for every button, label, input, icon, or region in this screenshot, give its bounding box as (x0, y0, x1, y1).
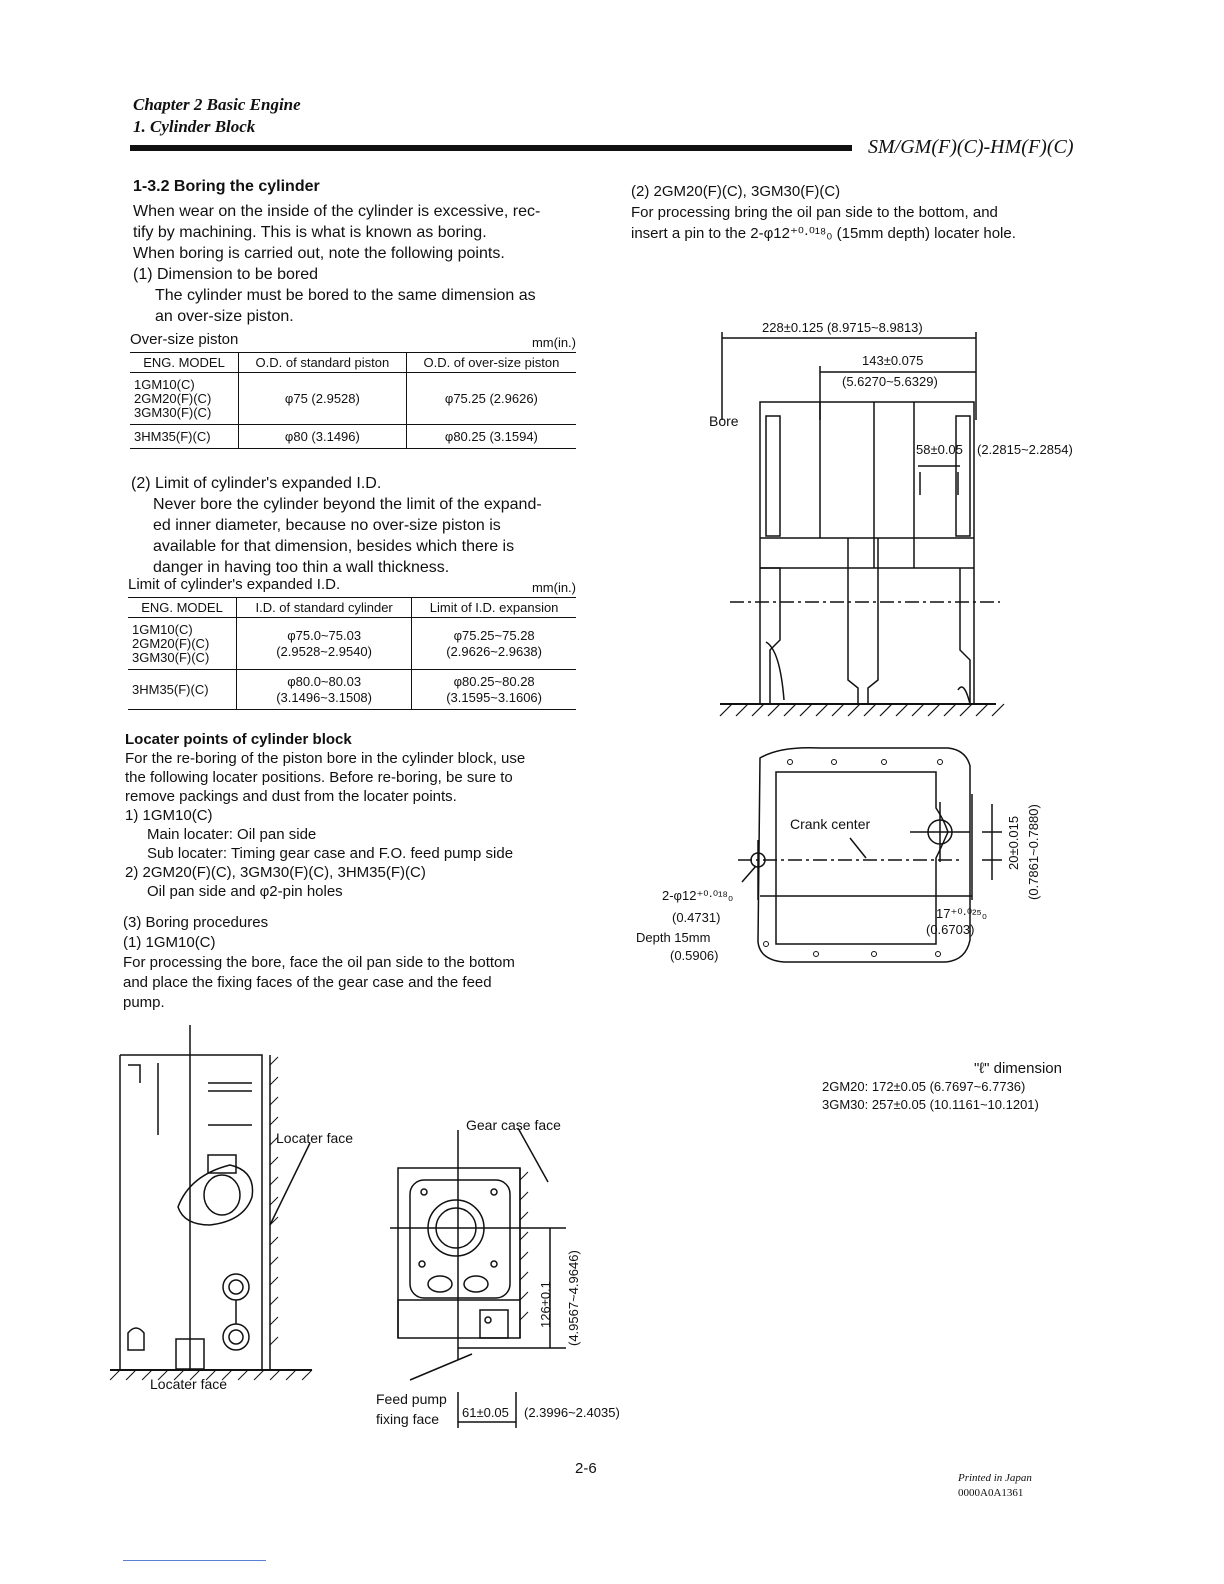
dim-20-label: 20±0.015 (1006, 815, 1021, 870)
table-row (130, 373, 576, 425)
l-dimension-title: "ℓ" dimension (973, 1060, 1062, 1077)
locater-face-label: Locater face (276, 1130, 354, 1146)
l-dimension-2gm20: 2GM20: 172±0.05 (6.7697~6.7736) (822, 1079, 1026, 1094)
limit-section: (2) Limit of cylinder's expanded I.D. Never bore the cylinder beyond the limit of the expand- ed inner diameter, because no over-size piston is available for that dimension, besides which there is danger in having too thin a wall thickness. (131, 473, 581, 578)
dim-126-inch-label: (4.9567~4.9646) (566, 1250, 581, 1346)
crank-center-label: Crank center (790, 816, 871, 832)
table-cell: φ75 (2.9528) (239, 373, 407, 425)
chapter-title: Chapter 2 Basic Engine (133, 95, 301, 114)
dim-58-label: 58±0.05 (916, 442, 963, 457)
table-cell: 3HM35(F)(C) (128, 670, 237, 710)
boring-title: 1-3.2 Boring the cylinder (133, 178, 320, 195)
locater-title: Locater points of cylinder block (125, 731, 352, 748)
limit-title: (2) Limit of cylinder's expanded I.D. (131, 475, 382, 492)
oversize-piston-table (130, 352, 576, 449)
table-cell: 1GM10(C) 2GM20(F)(C) 3GM30(F)(C) (128, 618, 237, 670)
dim-total-label: 228±0.125 (8.9715~8.9813) (762, 320, 923, 335)
header-rule (130, 145, 852, 151)
dim-61-inch-label: (2.3996~2.4035) (524, 1405, 620, 1420)
table1-header: ENG. MODEL (130, 353, 239, 373)
table1-unit: mm(in.) (531, 335, 576, 350)
document-code: 0000A0A1361 (958, 1487, 1024, 1499)
section-title: 1. Cylinder Block (133, 117, 256, 136)
dim-143-label: 143±0.075 (862, 353, 924, 368)
fixing-face-label: fixing face (376, 1411, 440, 1427)
dim-143-inch-label: (5.6270~5.6329) (842, 374, 938, 389)
table-cell: φ80.25~80.28 (3.1595~3.1606) (412, 670, 576, 710)
table-row (128, 618, 576, 670)
feed-pump-label: Feed pump (376, 1391, 447, 1407)
dim-20-inch-label: (0.7861~0.7880) (1026, 804, 1041, 900)
model-range: SM/GM(F)(C)-HM(F)(C) (868, 136, 1074, 158)
table-cell: φ80.0~80.03 (3.1496~3.1508) (237, 670, 412, 710)
cylinder-block-section-diagram (620, 310, 1090, 1010)
table1-header: O.D. of standard piston (239, 353, 407, 373)
limit-id-table (128, 597, 576, 710)
l-dimension-block (822, 1060, 1082, 1112)
gear-case-face-label: Gear case face (466, 1117, 561, 1133)
table2-header: ENG. MODEL (128, 598, 237, 618)
printed-in-japan: Printed in Japan (958, 1472, 1032, 1484)
footer-rule (123, 1560, 266, 1561)
dim-17-label: 17⁺⁰·⁰²⁵₀ (936, 906, 988, 921)
table-cell: φ75.0~75.03 (2.9528~2.9540) (237, 618, 412, 670)
l-dimension-3gm30: 3GM30: 257±0.05 (10.1161~10.1201) (822, 1097, 1039, 1112)
procedures-section: (3) Boring procedures (1) 1GM10(C) For processing the bore, face the oil pan side to the bottom and place the fixing faces of the gear case and the feed pump. (123, 913, 583, 1013)
pin-label: 2-φ12⁺⁰·⁰¹⁸₀ (662, 888, 734, 903)
dim-61-label: 61±0.05 (462, 1405, 509, 1420)
dim-126-label: 126±0.1 (538, 1281, 553, 1328)
page-number: 2-6 (575, 1460, 597, 1477)
table2-header: I.D. of standard cylinder (237, 598, 412, 618)
depth-label: Depth 15mm (636, 930, 711, 945)
table1-header: O.D. of over-size piston (406, 353, 576, 373)
locater-section: Locater points of cylinder block For the re-boring of the piston bore in the cylinder block, use the following locater positions. Before re-boring, be sure to remove packings and dust from the locater points. 1) 1GM10(C) Main locater: Oil pan side Sub locater: Timing gear case and F.O. feed pump side 2) 2GM20(F)(C), 3GM30(F)(C), 3HM35(F)(C) Oil pan side and φ2-pin holes (125, 730, 585, 901)
dim-58-inch-label: (2.2815~2.2854) (977, 442, 1073, 457)
dim-17-inch-label: (0.6703) (926, 922, 975, 937)
pin-inch-label: (0.4731) (672, 910, 721, 925)
table1-caption: Over-size piston (130, 331, 239, 348)
table-cell: φ75.25 (2.9626) (406, 373, 576, 425)
right-procedure: (2) 2GM20(F)(C), 3GM30(F)(C) For processing bring the oil pan side to the bottom, and insert a pin to the 2-φ12⁺⁰·⁰¹⁸₀ (15mm depth) locater hole. (631, 183, 1016, 242)
procedures-title: (3) Boring procedures (123, 914, 269, 931)
table-cell: φ80.25 (3.1594) (406, 425, 576, 449)
oversize-piston-table-block (130, 331, 576, 449)
depth-inch-label: (0.5906) (670, 948, 719, 963)
gear-case-face-diagram (370, 1110, 640, 1430)
table-cell: 1GM10(C) 2GM20(F)(C) 3GM30(F)(C) (130, 373, 239, 425)
table-cell: φ80 (3.1496) (239, 425, 407, 449)
table-row (130, 425, 576, 449)
table2-unit: mm(in.) (531, 580, 576, 595)
locater-face-diagram (80, 1025, 380, 1395)
locater-face-bottom-label: Locater face (150, 1376, 228, 1392)
table-cell: φ75.25~75.28 (2.9626~2.9638) (412, 618, 576, 670)
table-cell: 3HM35(F)(C) (130, 425, 239, 449)
table2-header: Limit of I.D. expansion (412, 598, 576, 618)
bore-label: Bore (709, 413, 739, 429)
boring-intro: When wear on the inside of the cylinder is excessive, rec- tify by machining. This is what is known as boring. When boring is carried out, note the following points. (1) Dimension to be bored The cylinder must be bored to the same dimension as an over-size piston. (133, 201, 583, 327)
limit-id-table-block (128, 576, 576, 710)
table2-caption: Limit of cylinder's expanded I.D. (128, 576, 341, 593)
table-row (128, 670, 576, 710)
dimension-item-title: (1) Dimension to be bored (133, 266, 318, 283)
